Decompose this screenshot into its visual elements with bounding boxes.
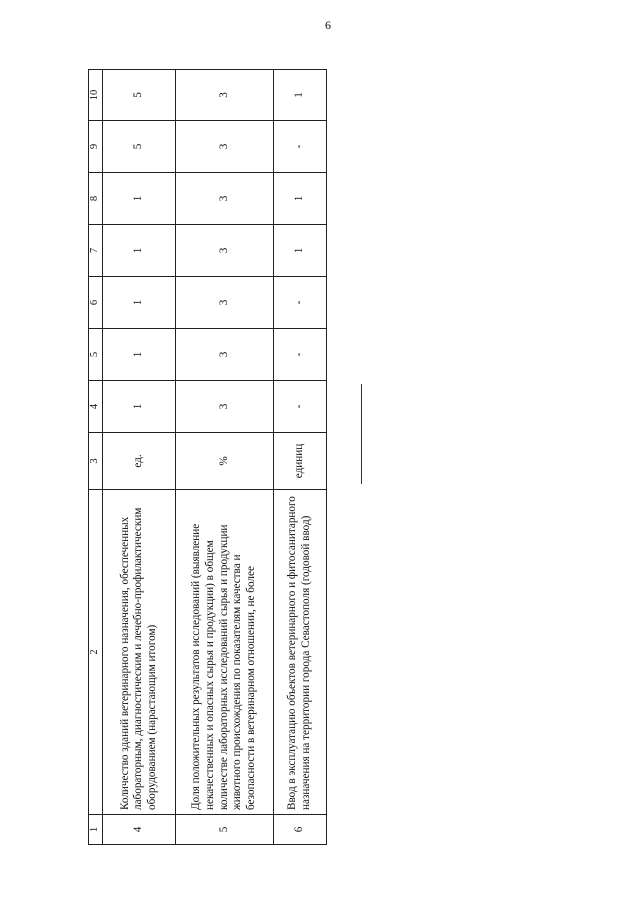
indicators-table xyxy=(88,69,327,845)
value-cell: 5 xyxy=(103,121,176,173)
header-cell: 8 xyxy=(89,173,103,225)
header-cell: 5 xyxy=(89,329,103,381)
table-row xyxy=(103,70,176,845)
value-cell: 3 xyxy=(176,70,274,121)
value-cell: 1 xyxy=(103,225,176,277)
indicator-name: Ввод в эксплуатацию объектов ветеринарного и фитосанитарного назначения на территории города Севастополя (годовой ввод) xyxy=(274,490,327,815)
unit-cell: ед. xyxy=(103,433,176,490)
table-row xyxy=(274,70,327,845)
rotated-table-wrapper xyxy=(88,70,325,845)
value-cell: 3 xyxy=(176,381,274,433)
unit-cell: единиц xyxy=(274,433,327,490)
value-cell: 5 xyxy=(103,70,176,121)
value-cell: 1 xyxy=(274,70,327,121)
value-cell: 3 xyxy=(176,173,274,225)
row-number: 4 xyxy=(103,815,176,845)
table-row xyxy=(176,70,274,845)
value-cell: 1 xyxy=(103,173,176,225)
header-cell: 3 xyxy=(89,433,103,490)
value-cell: - xyxy=(274,121,327,173)
header-cell: 6 xyxy=(89,277,103,329)
value-cell: 1 xyxy=(274,225,327,277)
table-header-row xyxy=(89,70,103,845)
value-cell: 1 xyxy=(103,277,176,329)
header-cell: 1 xyxy=(89,815,103,845)
indicator-name: Доля положительных результатов исследований (выявление некачественных и опасных сырья и продукции) в общем количестве лабораторных исследований сырья и продукции животного происхождения по показателям качества и безопасности в ветеринарном отношении, не более xyxy=(176,490,274,815)
value-cell: 3 xyxy=(176,225,274,277)
value-cell: 3 xyxy=(176,277,274,329)
value-cell: 1 xyxy=(103,329,176,381)
row-number: 5 xyxy=(176,815,274,845)
header-cell: 2 xyxy=(89,490,103,815)
header-cell: 10 xyxy=(89,70,103,121)
value-cell: - xyxy=(274,381,327,433)
value-cell: - xyxy=(274,329,327,381)
page-number: 6 xyxy=(325,18,331,32)
value-cell: - xyxy=(274,277,327,329)
value-cell: 1 xyxy=(274,173,327,225)
value-cell: 3 xyxy=(176,329,274,381)
header-cell: 9 xyxy=(89,121,103,173)
header-cell: 4 xyxy=(89,381,103,433)
value-cell: 3 xyxy=(176,121,274,173)
value-cell: 1 xyxy=(103,381,176,433)
unit-cell: % xyxy=(176,433,274,490)
row-number: 6 xyxy=(274,815,327,845)
indicator-name: Количество зданий ветеринарного назначения, обеспеченных лабораторным, диагностическим и лечебно-профилактическим оборудованием (нарастающим итогом) xyxy=(103,490,176,815)
header-cell: 7 xyxy=(89,225,103,277)
end-divider-line xyxy=(361,384,362,484)
